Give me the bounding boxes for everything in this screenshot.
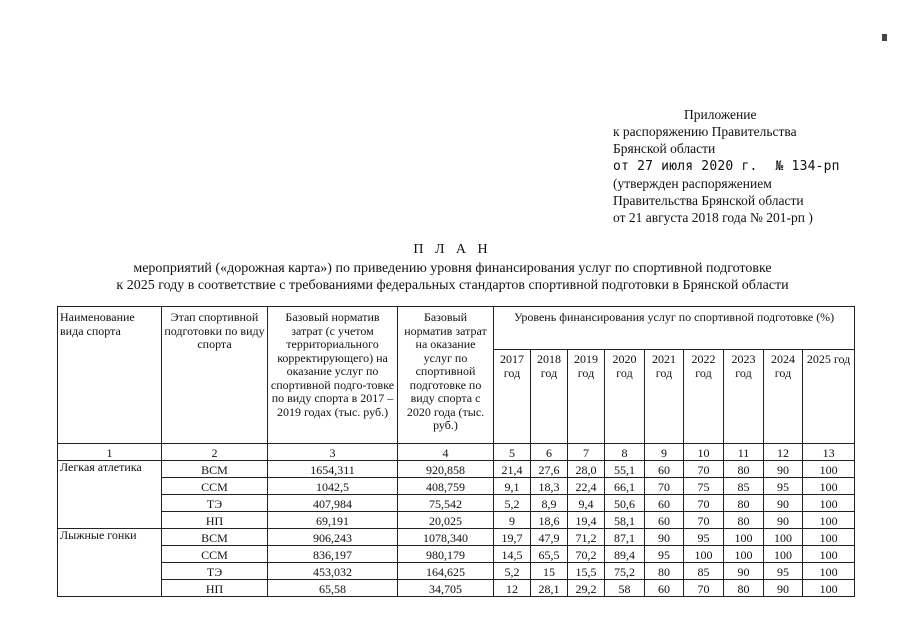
funding-level-cell: 60 — [645, 580, 684, 597]
funding-level-cell: 70 — [645, 478, 684, 495]
header-base-2020: Базовый норматив затрат на оказание услуг по спортивной подготовке по виду спорта с 2020 года (тыс. руб.) — [398, 307, 494, 444]
table-row — [58, 461, 855, 478]
stage-cell: ССМ — [162, 478, 268, 495]
column-index: 1 — [58, 444, 162, 461]
base-2017-cell: 453,032 — [268, 563, 398, 580]
funding-level-cell: 100 — [724, 529, 764, 546]
funding-level-cell: 18,6 — [531, 512, 568, 529]
column-index: 10 — [684, 444, 724, 461]
funding-level-cell: 71,2 — [568, 529, 605, 546]
funding-level-cell: 28,0 — [568, 461, 605, 478]
header-year: 2018 год — [531, 350, 568, 444]
plan-subtitle-line2: к 2025 году в соответствие с требованиями федеральных стандартов спортивной подготовки в Брянской области — [116, 278, 789, 293]
column-index: 6 — [531, 444, 568, 461]
table-row — [58, 563, 855, 580]
funding-level-cell: 87,1 — [605, 529, 645, 546]
funding-level-cell: 9,4 — [568, 495, 605, 512]
funding-level-cell: 100 — [803, 495, 855, 512]
funding-level-cell: 90 — [645, 529, 684, 546]
funding-level-cell: 12 — [494, 580, 531, 597]
funding-level-cell: 85 — [724, 478, 764, 495]
table-row — [58, 529, 855, 546]
base-2020-cell: 34,705 — [398, 580, 494, 597]
funding-level-cell: 85 — [684, 563, 724, 580]
header-year: 2017 год — [494, 350, 531, 444]
header-year: 2020 год — [605, 350, 645, 444]
header-base-2017: Базовый норматив затрат (с учетом территориального корректирующего) на оказание услуг по спортивной подго-товке по виду спорта в 2017 – 2019 годах (тыс. руб.) — [268, 307, 398, 444]
stamp-date: 27 июля 2020 г. — [637, 158, 758, 174]
funding-level-cell: 70 — [684, 580, 724, 597]
funding-level-cell: 100 — [803, 580, 855, 597]
funding-level-cell: 58,1 — [605, 512, 645, 529]
funding-level-cell: 50,6 — [605, 495, 645, 512]
column-index: 12 — [764, 444, 803, 461]
funding-level-cell: 95 — [764, 478, 803, 495]
funding-level-cell: 90 — [764, 580, 803, 597]
header-funding-level: Уровень финансирования услуг по спортивной подготовке (%) — [494, 307, 855, 350]
header-year: 2025 год — [803, 350, 855, 444]
column-index-row — [58, 444, 855, 461]
column-index: 13 — [803, 444, 855, 461]
funding-level-cell: 100 — [803, 546, 855, 563]
base-2020-cell: 164,625 — [398, 563, 494, 580]
appendix-line: Правительства Брянской области — [613, 193, 804, 209]
column-index: 4 — [398, 444, 494, 461]
plan-title: П Л А Н — [413, 242, 492, 257]
stamp-number: № 134-рп — [775, 158, 840, 174]
funding-level-cell: 28,1 — [531, 580, 568, 597]
funding-level-cell: 95 — [764, 563, 803, 580]
funding-level-cell: 90 — [724, 563, 764, 580]
base-2017-cell: 1042,5 — [268, 478, 398, 495]
funding-level-cell: 22,4 — [568, 478, 605, 495]
funding-level-cell: 80 — [724, 580, 764, 597]
funding-level-cell: 60 — [645, 495, 684, 512]
funding-level-cell: 9 — [494, 512, 531, 529]
base-2020-cell: 75,542 — [398, 495, 494, 512]
base-2020-cell: 1078,340 — [398, 529, 494, 546]
funding-level-cell: 100 — [803, 461, 855, 478]
funding-level-cell: 89,4 — [605, 546, 645, 563]
header-year: 2019 год — [568, 350, 605, 444]
appendix-title: Приложение — [684, 107, 757, 122]
funding-level-cell: 90 — [764, 512, 803, 529]
funding-level-cell: 5,2 — [494, 563, 531, 580]
funding-level-cell: 80 — [724, 461, 764, 478]
funding-level-cell: 19,7 — [494, 529, 531, 546]
funding-level-cell: 58 — [605, 580, 645, 597]
stage-cell: НП — [162, 580, 268, 597]
scan-mark — [882, 34, 887, 41]
header-year: 2023 год — [724, 350, 764, 444]
header-sport: Наименование вида спорта — [58, 307, 162, 444]
funding-level-cell: 60 — [645, 512, 684, 529]
funding-level-cell: 55,1 — [605, 461, 645, 478]
funding-level-cell: 75 — [684, 478, 724, 495]
funding-level-cell: 5,2 — [494, 495, 531, 512]
appendix-line: (утвержден распоряжением — [613, 175, 772, 191]
funding-level-cell: 95 — [684, 529, 724, 546]
column-index: 8 — [605, 444, 645, 461]
base-2017-cell: 836,197 — [268, 546, 398, 563]
header-stage: Этап спортивной подготовки по виду спорта — [162, 307, 268, 444]
funding-level-cell: 9,1 — [494, 478, 531, 495]
funding-level-cell: 29,2 — [568, 580, 605, 597]
funding-level-cell: 70 — [684, 512, 724, 529]
funding-level-cell: 66,1 — [605, 478, 645, 495]
funding-level-cell: 100 — [724, 546, 764, 563]
funding-level-cell: 70,2 — [568, 546, 605, 563]
column-index: 7 — [568, 444, 605, 461]
funding-level-cell: 70 — [684, 461, 724, 478]
column-index: 5 — [494, 444, 531, 461]
funding-level-cell: 75,2 — [605, 563, 645, 580]
funding-level-cell: 18,3 — [531, 478, 568, 495]
funding-level-cell: 60 — [645, 461, 684, 478]
funding-plan-table — [57, 306, 855, 597]
funding-level-cell: 95 — [645, 546, 684, 563]
funding-level-cell: 80 — [645, 563, 684, 580]
funding-level-cell: 100 — [803, 563, 855, 580]
appendix-date-stamp — [613, 158, 898, 175]
appendix-line: к распоряжению Правительства — [613, 124, 797, 140]
table-row — [58, 495, 855, 512]
appendix-block — [613, 106, 898, 226]
base-2017-cell: 69,191 — [268, 512, 398, 529]
funding-level-cell: 65,5 — [531, 546, 568, 563]
funding-level-cell: 100 — [764, 529, 803, 546]
funding-level-cell: 8,9 — [531, 495, 568, 512]
base-2017-cell: 65,58 — [268, 580, 398, 597]
stage-cell: НП — [162, 512, 268, 529]
base-2017-cell: 1654,311 — [268, 461, 398, 478]
funding-level-cell: 90 — [764, 495, 803, 512]
appendix-line: Брянской области — [613, 141, 716, 157]
table-row — [58, 580, 855, 597]
table-row — [58, 478, 855, 495]
sport-name-cell: Лыжные гонки — [58, 529, 162, 597]
table-row — [58, 546, 855, 563]
base-2017-cell: 407,984 — [268, 495, 398, 512]
funding-level-cell: 70 — [684, 495, 724, 512]
base-2017-cell: 906,243 — [268, 529, 398, 546]
funding-level-cell: 90 — [764, 461, 803, 478]
funding-level-cell: 15 — [531, 563, 568, 580]
funding-level-cell: 80 — [724, 512, 764, 529]
funding-level-cell: 19,4 — [568, 512, 605, 529]
column-index: 11 — [724, 444, 764, 461]
header-year: 2024 год — [764, 350, 803, 444]
stage-cell: ТЭ — [162, 563, 268, 580]
stage-cell: ССМ — [162, 546, 268, 563]
funding-level-cell: 100 — [764, 546, 803, 563]
funding-level-cell: 100 — [803, 512, 855, 529]
stage-cell: ВСМ — [162, 529, 268, 546]
funding-level-cell: 27,6 — [531, 461, 568, 478]
appendix-line: от 21 августа 2018 года № 201-рп ) — [613, 210, 813, 226]
sport-name-cell: Легкая атлетика — [58, 461, 162, 529]
column-index: 3 — [268, 444, 398, 461]
stamp-from: от — [613, 158, 630, 174]
stage-cell: ВСМ — [162, 461, 268, 478]
table-row — [58, 512, 855, 529]
funding-level-cell: 80 — [724, 495, 764, 512]
stage-cell: ТЭ — [162, 495, 268, 512]
base-2020-cell: 20,025 — [398, 512, 494, 529]
column-index: 9 — [645, 444, 684, 461]
funding-level-cell: 100 — [803, 529, 855, 546]
funding-level-cell: 21,4 — [494, 461, 531, 478]
column-index: 2 — [162, 444, 268, 461]
base-2020-cell: 920,858 — [398, 461, 494, 478]
header-year: 2022 год — [684, 350, 724, 444]
base-2020-cell: 408,759 — [398, 478, 494, 495]
header-year: 2021 год — [645, 350, 684, 444]
funding-level-cell: 100 — [684, 546, 724, 563]
funding-level-cell: 14,5 — [494, 546, 531, 563]
funding-level-cell: 15,5 — [568, 563, 605, 580]
plan-subtitle-line1: мероприятий («дорожная карта») по приведению уровня финансирования услуг по спортивной подготовке — [133, 261, 772, 276]
funding-level-cell: 47,9 — [531, 529, 568, 546]
base-2020-cell: 980,179 — [398, 546, 494, 563]
funding-level-cell: 100 — [803, 478, 855, 495]
